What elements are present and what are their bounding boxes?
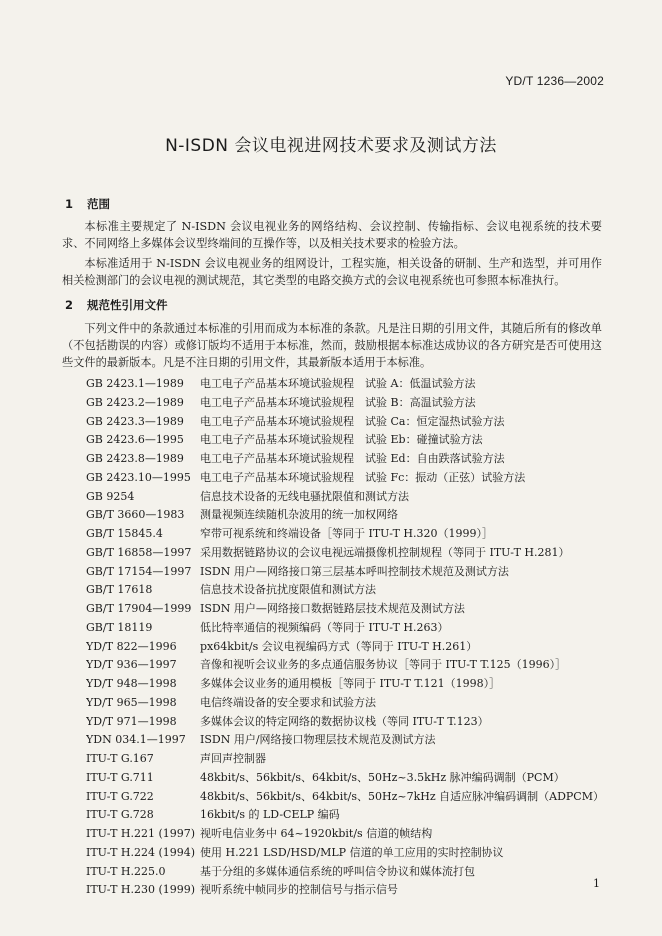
reference-code: YDN 034.1—1997 xyxy=(86,733,186,747)
reference-list xyxy=(86,375,606,900)
reference-code: YD/T 971—1998 xyxy=(86,714,177,728)
reference-title: px64kbit/s 会议电视编码方式（等同于 ITU-T H.261） xyxy=(200,639,478,653)
reference-title: 信息技术设备的无线电骚扰限值和测试方法 xyxy=(200,489,409,503)
reference-item xyxy=(86,788,606,807)
reference-title: 电工电子产品基本环境试验规程 试验 Ca：恒定湿热试验方法 xyxy=(200,414,505,428)
section-1-title: 范围 xyxy=(87,197,110,211)
reference-item xyxy=(86,638,606,657)
reference-code: GB/T 3660—1983 xyxy=(86,508,185,522)
reference-title: 电工电子产品基本环境试验规程 试验 Ed：自由跌落试验方法 xyxy=(200,452,505,465)
reference-code: ITU-T G.167 xyxy=(86,752,154,765)
reference-code: GB 2423.8—1989 xyxy=(86,452,184,465)
reference-item xyxy=(86,844,606,863)
section-2-title: 规范性引用文件 xyxy=(87,298,168,312)
reference-title: 低比特率通信的视频编码（等同于 ITU-T H.263） xyxy=(200,620,449,634)
reference-item xyxy=(86,769,606,788)
reference-code: ITU-T G.722 xyxy=(86,789,154,803)
standard-code: YD/T 1236—2002 xyxy=(505,74,604,88)
reference-title: 测量视频连续随机杂波用的统一加权网络 xyxy=(200,508,398,522)
section-2-heading xyxy=(65,297,168,313)
reference-title: 音像和视听会议业务的多点通信服务协议［等同于 ITU-T T.125（1996）］ xyxy=(200,658,567,672)
reference-title: 使用 H.221 LSD/HSD/MLP 信道的单工应用的实时控制协议 xyxy=(200,845,504,859)
reference-title: 电信终端设备的安全要求和试验方法 xyxy=(200,695,376,709)
reference-code: YD/T 936—1997 xyxy=(86,658,177,672)
reference-item xyxy=(86,600,606,619)
reference-title: 多媒体会议的特定网络的数据协议栈（等同 ITU-T T.123） xyxy=(200,714,489,728)
reference-title: 电工电子产品基本环境试验规程 试验 A：低温试验方法 xyxy=(200,377,476,390)
reference-item xyxy=(86,806,606,825)
reference-code: ITU-T G.728 xyxy=(86,808,154,822)
reference-code: ITU-T H.221 (1997) xyxy=(86,827,196,840)
reference-item xyxy=(86,581,606,600)
reference-title: 多媒体会议业务的通用模板［等同于 ITU-T T.121（1998）］ xyxy=(200,677,501,690)
page-number: 1 xyxy=(593,877,600,890)
reference-title: 电工电子产品基本环境试验规程 试验 B：高温试验方法 xyxy=(200,395,476,409)
reference-code: GB/T 18119 xyxy=(86,620,153,634)
reference-code: GB/T 15845.4 xyxy=(86,527,163,540)
reference-item xyxy=(86,469,606,488)
reference-item xyxy=(86,619,606,638)
reference-item xyxy=(86,563,606,582)
reference-code: GB/T 17618 xyxy=(86,583,153,597)
reference-code: YD/T 948—1998 xyxy=(86,677,177,690)
reference-title: 采用数据链路协议的会议电视远端摄像机控制规程（等同于 ITU-T H.281） xyxy=(200,545,570,559)
section-1-heading xyxy=(65,196,110,212)
reference-title: 视听系统中帧同步的控制信号与指示信号 xyxy=(200,883,398,897)
reference-title: 48kbit/s、56kbit/s、64kbit/s、50Hz~7kHz 自适应脉冲编码调制（ADPCM） xyxy=(200,789,604,803)
reference-code: ITU-T H.224 (1994) xyxy=(86,845,196,859)
reference-title: 电工电子产品基本环境试验规程 试验 Fc：振动（正弦）试验方法 xyxy=(200,470,526,484)
reference-title: ISDN 用户—网络接口数据链路层技术规范及测试方法 xyxy=(200,602,465,615)
reference-code: GB 2423.2—1989 xyxy=(86,395,184,409)
reference-item xyxy=(86,825,606,844)
reference-code: ITU-T H.230 (1999) xyxy=(86,883,196,897)
reference-code: GB/T 16858—1997 xyxy=(86,545,192,559)
reference-title: 48kbit/s、56kbit/s、64kbit/s、50Hz~3.5kHz 脉冲编码调制（PCM） xyxy=(200,770,565,784)
reference-item xyxy=(86,694,606,713)
reference-item xyxy=(86,488,606,507)
section-1-number: 1 xyxy=(65,197,74,211)
reference-item xyxy=(86,413,606,432)
reference-item xyxy=(86,544,606,563)
reference-title: ISDN 用户—网络接口第三层基本呼叫控制技术规范及测试方法 xyxy=(200,564,509,578)
reference-title: 视听电信业务中 64~1920kbit/s 信道的帧结构 xyxy=(200,827,433,840)
reference-item xyxy=(86,656,606,675)
reference-item xyxy=(86,713,606,732)
reference-code: GB 9254 xyxy=(86,489,135,503)
reference-code: YD/T 965—1998 xyxy=(86,695,177,709)
reference-code: YD/T 822—1996 xyxy=(86,639,177,653)
reference-code: ITU-T G.711 xyxy=(86,770,154,784)
reference-code: GB 2423.1—1989 xyxy=(86,377,184,390)
reference-item xyxy=(86,750,606,769)
reference-item xyxy=(86,675,606,694)
reference-code: GB 2423.6—1995 xyxy=(86,433,184,447)
section-2-number: 2 xyxy=(65,298,74,312)
reference-item xyxy=(86,375,606,394)
reference-item xyxy=(86,731,606,750)
reference-code: GB 2423.10—1995 xyxy=(86,470,191,484)
scope-paragraph-1: 本标准主要规定了 N-ISDN 会议电视业务的网络结构、会议控制、传输指标、会议电视系统的技术要求、不同网络上多媒体会议型终端间的互操作等，以及相关技术要求的检验方法。 xyxy=(62,220,602,250)
reference-title: 电工电子产品基本环境试验规程 试验 Eb：碰撞试验方法 xyxy=(200,433,483,447)
reference-item xyxy=(86,506,606,525)
reference-code: GB 2423.3—1989 xyxy=(86,414,184,428)
reference-title: 16kbit/s 的 LD-CELP 编码 xyxy=(200,808,340,822)
reference-code: GB/T 17154—1997 xyxy=(86,564,192,578)
document-title: N-ISDN 会议电视进网技术要求及测试方法 xyxy=(165,136,497,156)
reference-title: 声回声控制器 xyxy=(200,752,266,765)
reference-item xyxy=(86,450,606,469)
reference-title: ISDN 用户/网络接口物理层技术规范及测试方法 xyxy=(200,733,436,747)
references-intro: 下列文件中的条款通过本标准的引用而成为本标准的条款。凡是注日期的引用文件，其随后所有的修改单（不包括勘误的内容）或修订版均不适用于本标准，然而，鼓励根据本标准达成协议的各方研究是否可使用这些文件的最新版本。凡是不注日期的引用文件，其最新版本适用于本标准。 xyxy=(62,322,602,369)
reference-item xyxy=(86,394,606,413)
reference-code: ITU-T H.225.0 xyxy=(86,864,166,878)
scope-paragraph-2: 本标准适用于 N-ISDN 会议电视业务的组网设计，工程实施，相关设备的研制、生产和选型，并可用作相关检测部门的会议电视的测试规范，其它类型的电路交换方式的会议电视系统也可参照本标准执行。 xyxy=(62,257,602,287)
reference-item xyxy=(86,431,606,450)
reference-item xyxy=(86,881,606,900)
reference-code: GB/T 17904—1999 xyxy=(86,602,192,615)
reference-title: 基于分组的多媒体通信系统的呼叫信令协议和媒体流打包 xyxy=(200,864,475,878)
reference-item xyxy=(86,525,606,544)
reference-title: 信息技术设备抗扰度限值和测试方法 xyxy=(200,583,376,597)
reference-item xyxy=(86,863,606,882)
reference-title: 窄带可视系统和终端设备［等同于 ITU-T H.320（1999）］ xyxy=(200,527,493,540)
